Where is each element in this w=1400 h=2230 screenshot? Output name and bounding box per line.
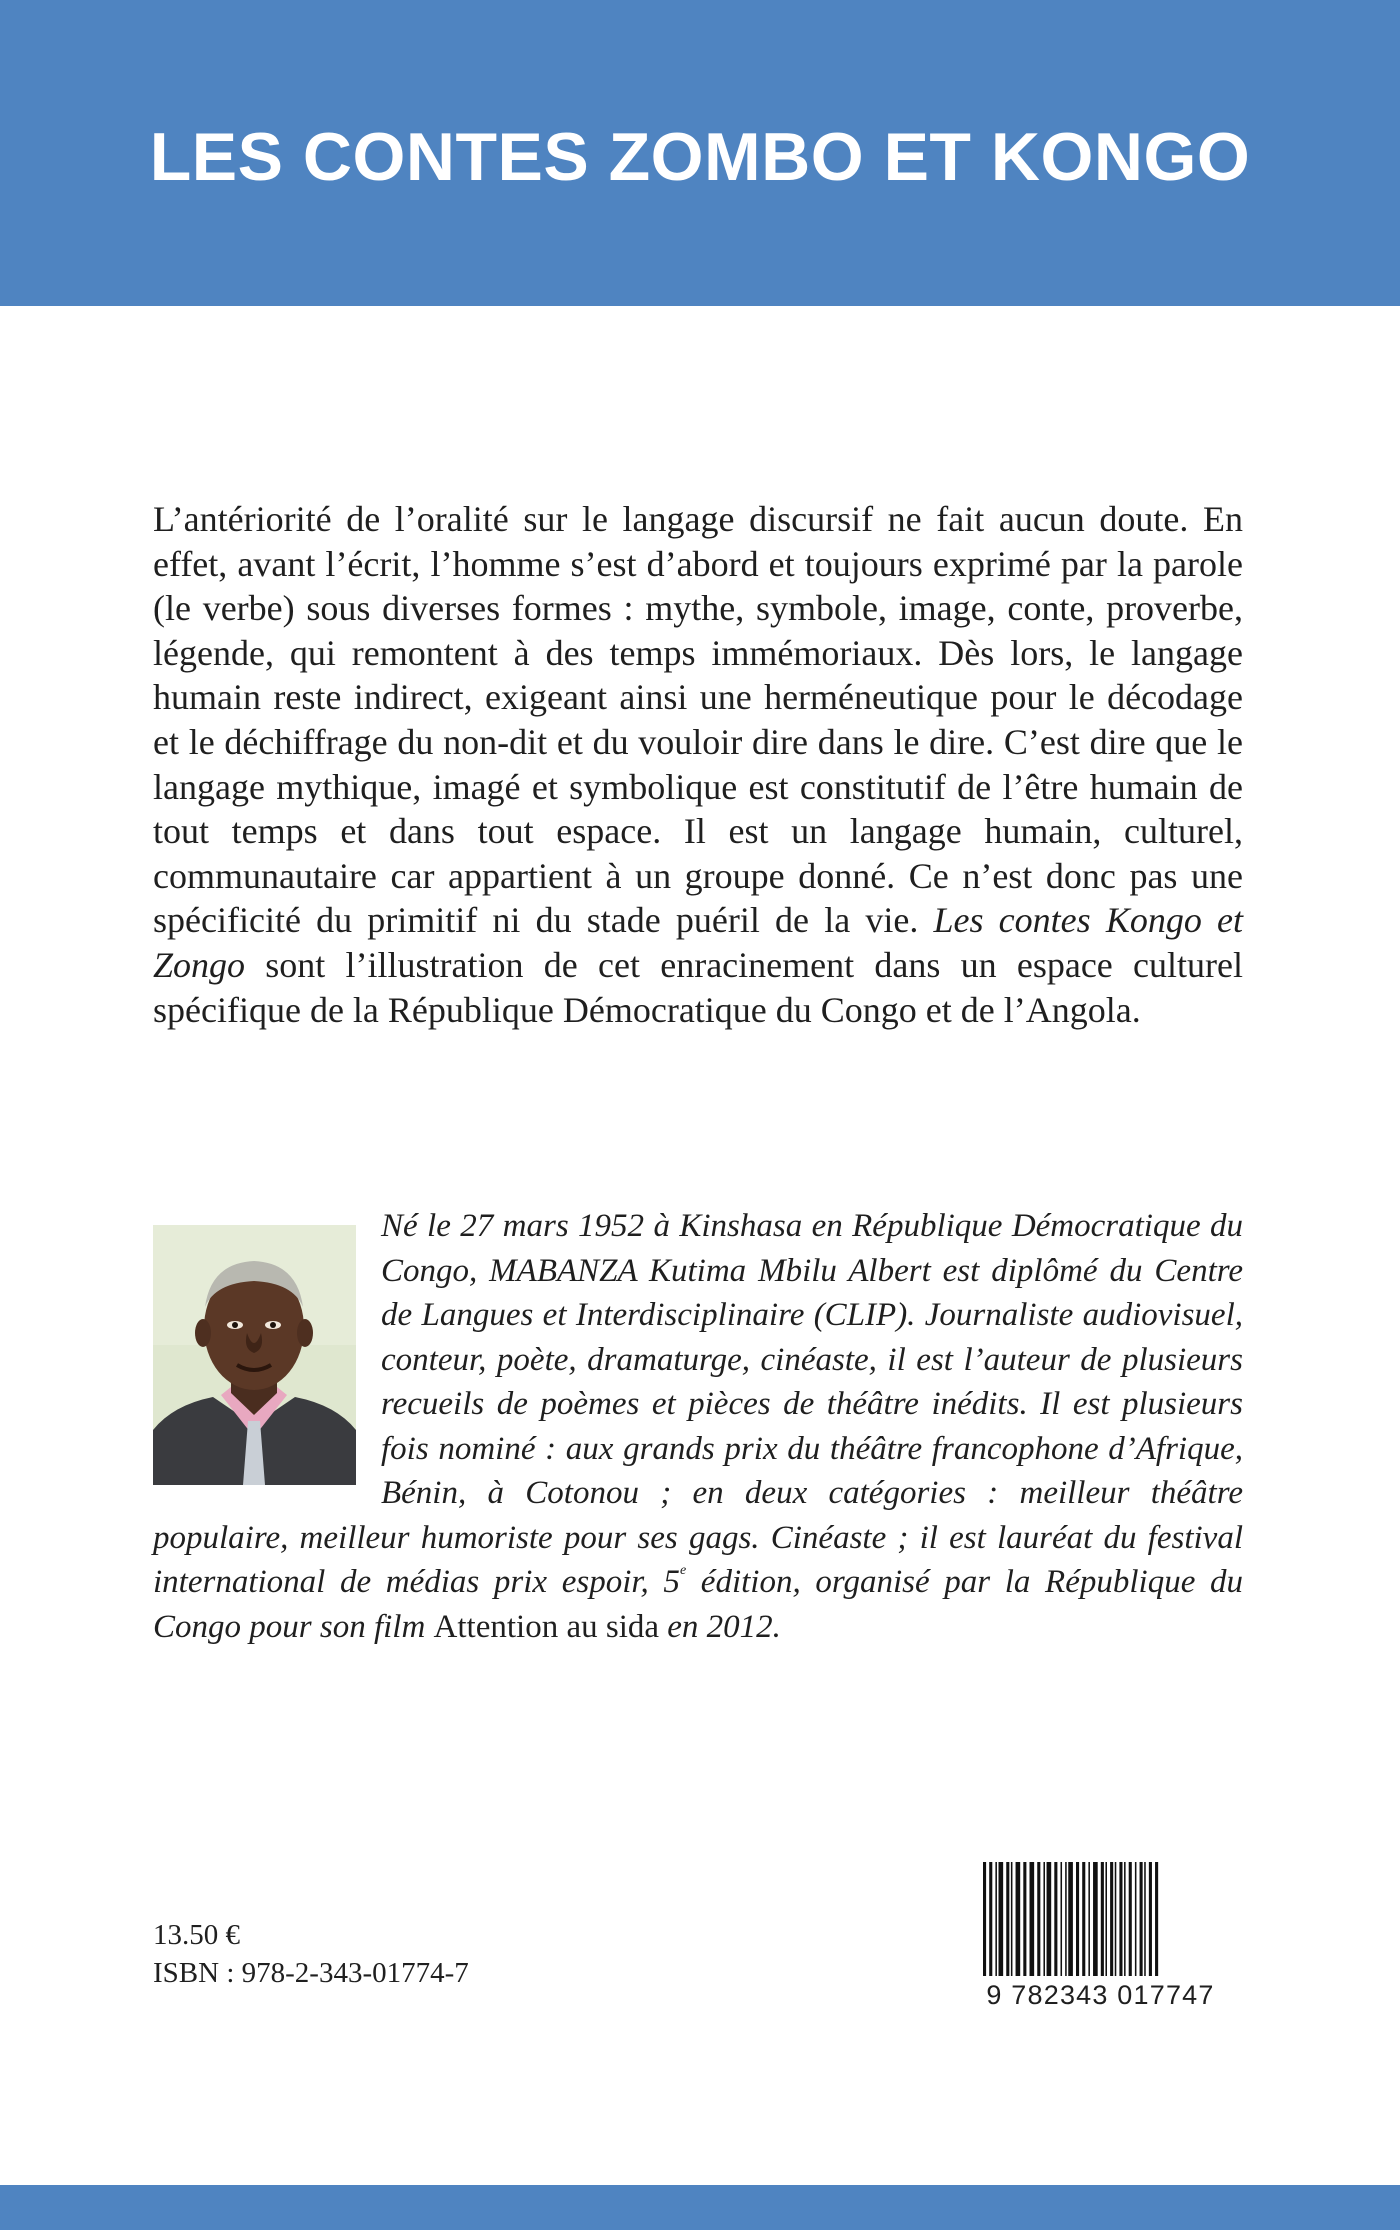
blurb-book-title: Les contes Kongo et Zongo [153,900,1243,985]
barcode-bar [1068,1862,1073,1976]
bio-part-1: Né le 27 mars 1952 à Kinshasa en République Démocratique du Congo, MABANZA Kutima Mbilu Albert est diplômé du Centre de Langues et Interdisciplinaire (CLIP). Journaliste audiovisuel, conteur, poète, dramaturge, cinéaste, il est l’auteur de plusieurs recueils de poèmes et pièces de théâtre inédits. Il est plusieurs fois nominé : aux grands prix du théâtre francophone d’Afrique, Bénin, à Cotonou ; en deux catégories : meilleur théâtre populaire, meilleur humoriste pour ses gags. Cinéaste ; il est lauréat du festival international de médias prix espoir, 5 [153,1208,1243,1600]
barcode-bar [1155,1862,1158,1976]
barcode-bar [1047,1862,1052,1976]
barcode-bar [995,1862,997,1976]
barcode-icon [965,1862,1236,1980]
blurb-text [153,497,1243,1032]
book-title: LES CONTES ZOMBO ET KONGO [149,119,1251,195]
bio-film-title: Attention au sida [433,1608,660,1645]
barcode-bar [1011,1862,1013,1976]
barcode-bar [1023,1862,1026,1976]
bio-part-3: en 2012. [659,1608,781,1645]
barcode-bar [1115,1862,1117,1976]
barcode-bar [1149,1862,1152,1976]
barcode-bar [1065,1862,1067,1976]
bio-part-2: édition, organisé par la République du Congo pour son film [153,1564,1243,1645]
barcode-bar [1088,1862,1090,1976]
barcode-bar [1140,1862,1143,1976]
barcode-bar [1016,1862,1021,1976]
isbn: ISBN : 978-2-343-01774-7 [153,1957,469,1989]
footer-band [0,2185,1400,2230]
barcode-bar [1105,1862,1107,1976]
barcode-bar [1006,1862,1009,1976]
barcode-bar [983,1862,986,1976]
barcode-bar [1030,1862,1035,1976]
barcode-bar [1037,1862,1040,1976]
barcode-bar [1144,1862,1146,1976]
barcode-bar [1054,1862,1057,1976]
barcode-bar [1101,1862,1104,1976]
barcode-bar [1124,1862,1126,1976]
barcode-bar [989,1862,992,1976]
bio-superscript: e [679,1563,687,1578]
header-band [0,0,1400,306]
barcode-bar [1129,1862,1132,1976]
barcode-bar [1110,1862,1113,1976]
barcode-bar [1076,1862,1079,1976]
barcode [965,1862,1236,2013]
barcode-digits: 9 782343 017747 [986,1980,1215,2010]
price: 13.50 € [153,1919,240,1951]
barcode-bar [999,1862,1004,1976]
blurb-part-1: L’antériorité de l’oralité sur le langage discursif ne fait aucun doute. En effet, avant l’écrit, l’homme s’est d’abord et toujours exprimé par la parole (le verbe) sous diverses formes : mythe, symbole, image, conte, proverbe, légende, qui remontent à des temps immémoriaux. Dès lors, le langage humain reste indirect, exigeant ainsi une herméneutique pour le décodage et le déchiffrage du non-dit et du vouloir dire dans le dire. C’est dire que le langage mythique, imagé et symbolique est constitutif de l’être humain de tout temps et dans tout espace. Il est un langage humain, culturel, communautaire car appartient à un groupe donné. Ce n’est donc pas une spécificité du primitif ni du stade puéril de la vie. [153,499,1243,941]
author-photo [153,1225,356,1485]
blurb-part-2: sont l’illustration de cet enracinement dans un espace culturel spécifique de la République Démocratique du Congo et de l’Angola. [153,944,1243,1030]
barcode-bar [1119,1862,1122,1976]
barcode-bar [1043,1862,1045,1976]
author-portrait-icon [153,1225,356,1485]
barcode-bar [1093,1862,1098,1976]
barcode-bar [1082,1862,1085,1976]
barcode-bar [1061,1862,1063,1976]
barcode-bar [1135,1862,1137,1976]
